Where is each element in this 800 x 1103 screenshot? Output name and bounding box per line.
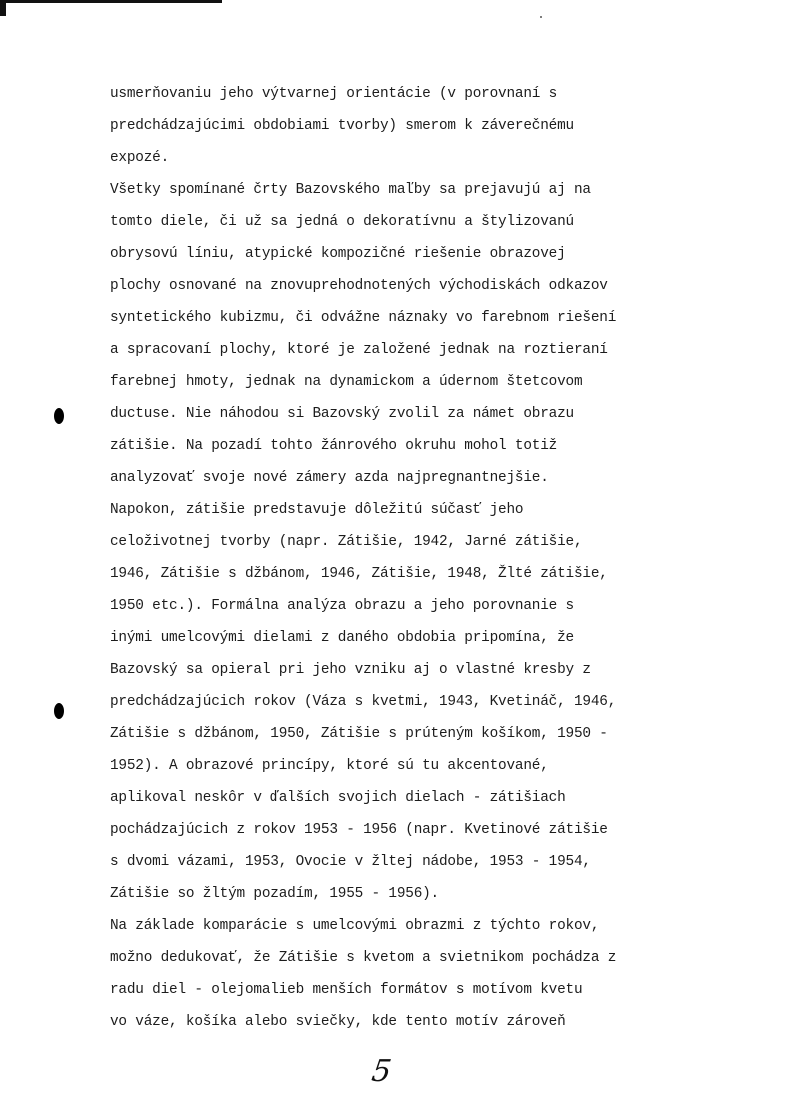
text-line: vo váze, košíka alebo sviečky, kde tento motív zároveň [110,1014,566,1030]
text-line: analyzovať svoje nové zámery azda najpregnantnejšie. [110,470,549,486]
text-line: ductuse. Nie náhodou si Bazovský zvolil za námet obrazu [110,406,574,422]
text-line: Na základe komparácie s umelcovými obrazmi z týchto rokov, [110,918,600,934]
text-line: Všetky spomínané črty Bazovského maľby sa prejavujú aj na [110,182,591,198]
text-line: plochy osnované na znovuprehodnotených východiskách odkazov [110,278,608,294]
text-line: možno dedukovať, že Zátišie s kvetom a svietnikom pochádza z [110,950,617,966]
text-line: pochádzajúcich z rokov 1953 - 1956 (napr. Kvetinové zátišie [110,822,608,838]
scan-border-corner [0,0,6,16]
text-line: 1946, Zátišie s džbánom, 1946, Zátišie, 1948, Žlté zátišie, [110,566,608,582]
text-line: 1950 etc.). Formálna analýza obrazu a jeho porovnanie s [110,598,574,614]
text-line: tomto diele, či už sa jedná o dekoratívnu a štylizovanú [110,214,574,230]
text-line: inými umelcovými dielami z daného obdobia pripomína, že [110,630,574,646]
text-line: celoživotnej tvorby (napr. Zátišie, 1942, Jarné zátišie, [110,534,583,550]
text-line: obrysovú líniu, atypické kompozičné riešenie obrazovej [110,246,566,262]
text-line: predchádzajúcich rokov (Váza s kvetmi, 1943, Kvetináč, 1946, [110,694,617,710]
text-line: radu diel - olejomalieb menších formátov s motívom kvetu [110,982,583,998]
text-line: aplikoval neskôr v ďalších svojich dielach - zátišiach [110,790,566,806]
document-body [110,84,710,1044]
text-line: a spracovaní plochy, ktoré je založené jednak na roztieraní [110,342,608,358]
text-line: Zátišie so žltým pozadím, 1955 - 1956). [110,886,439,902]
text-line: expozé. [110,150,170,166]
text-line: s dvomi vázami, 1953, Ovocie v žltej nádobe, 1953 - 1954, [110,854,591,870]
text-line: farebnej hmoty, jednak na dynamickom a údernom štetcovom [110,374,583,390]
text-line: Zátišie s džbánom, 1950, Zátišie s prúteným košíkom, 1950 - [110,726,608,742]
punch-hole-lower [54,703,64,719]
text-line: 1952). A obrazové princípy, ktoré sú tu akcentované, [110,758,549,774]
text-line: predchádzajúcimi obdobiami tvorby) smerom k záverečnému [110,118,574,134]
text-line: Napokon, zátišie predstavuje dôležitú súčasť jeho [110,502,524,518]
scan-speck [540,16,542,18]
text-line: syntetického kubizmu, či odvážne náznaky vo farebnom riešení [110,310,617,326]
scan-border-top [0,0,222,3]
text-line: Bazovský sa opieral pri jeho vzniku aj o vlastné kresby z [110,662,591,678]
text-line: usmerňovaniu jeho výtvarnej orientácie (v porovnaní s [110,86,558,102]
text-line: zátišie. Na pozadí tohto žánrového okruhu mohol totiž [110,438,558,454]
punch-hole-upper [54,408,64,424]
page-number: 5 [369,1054,394,1089]
